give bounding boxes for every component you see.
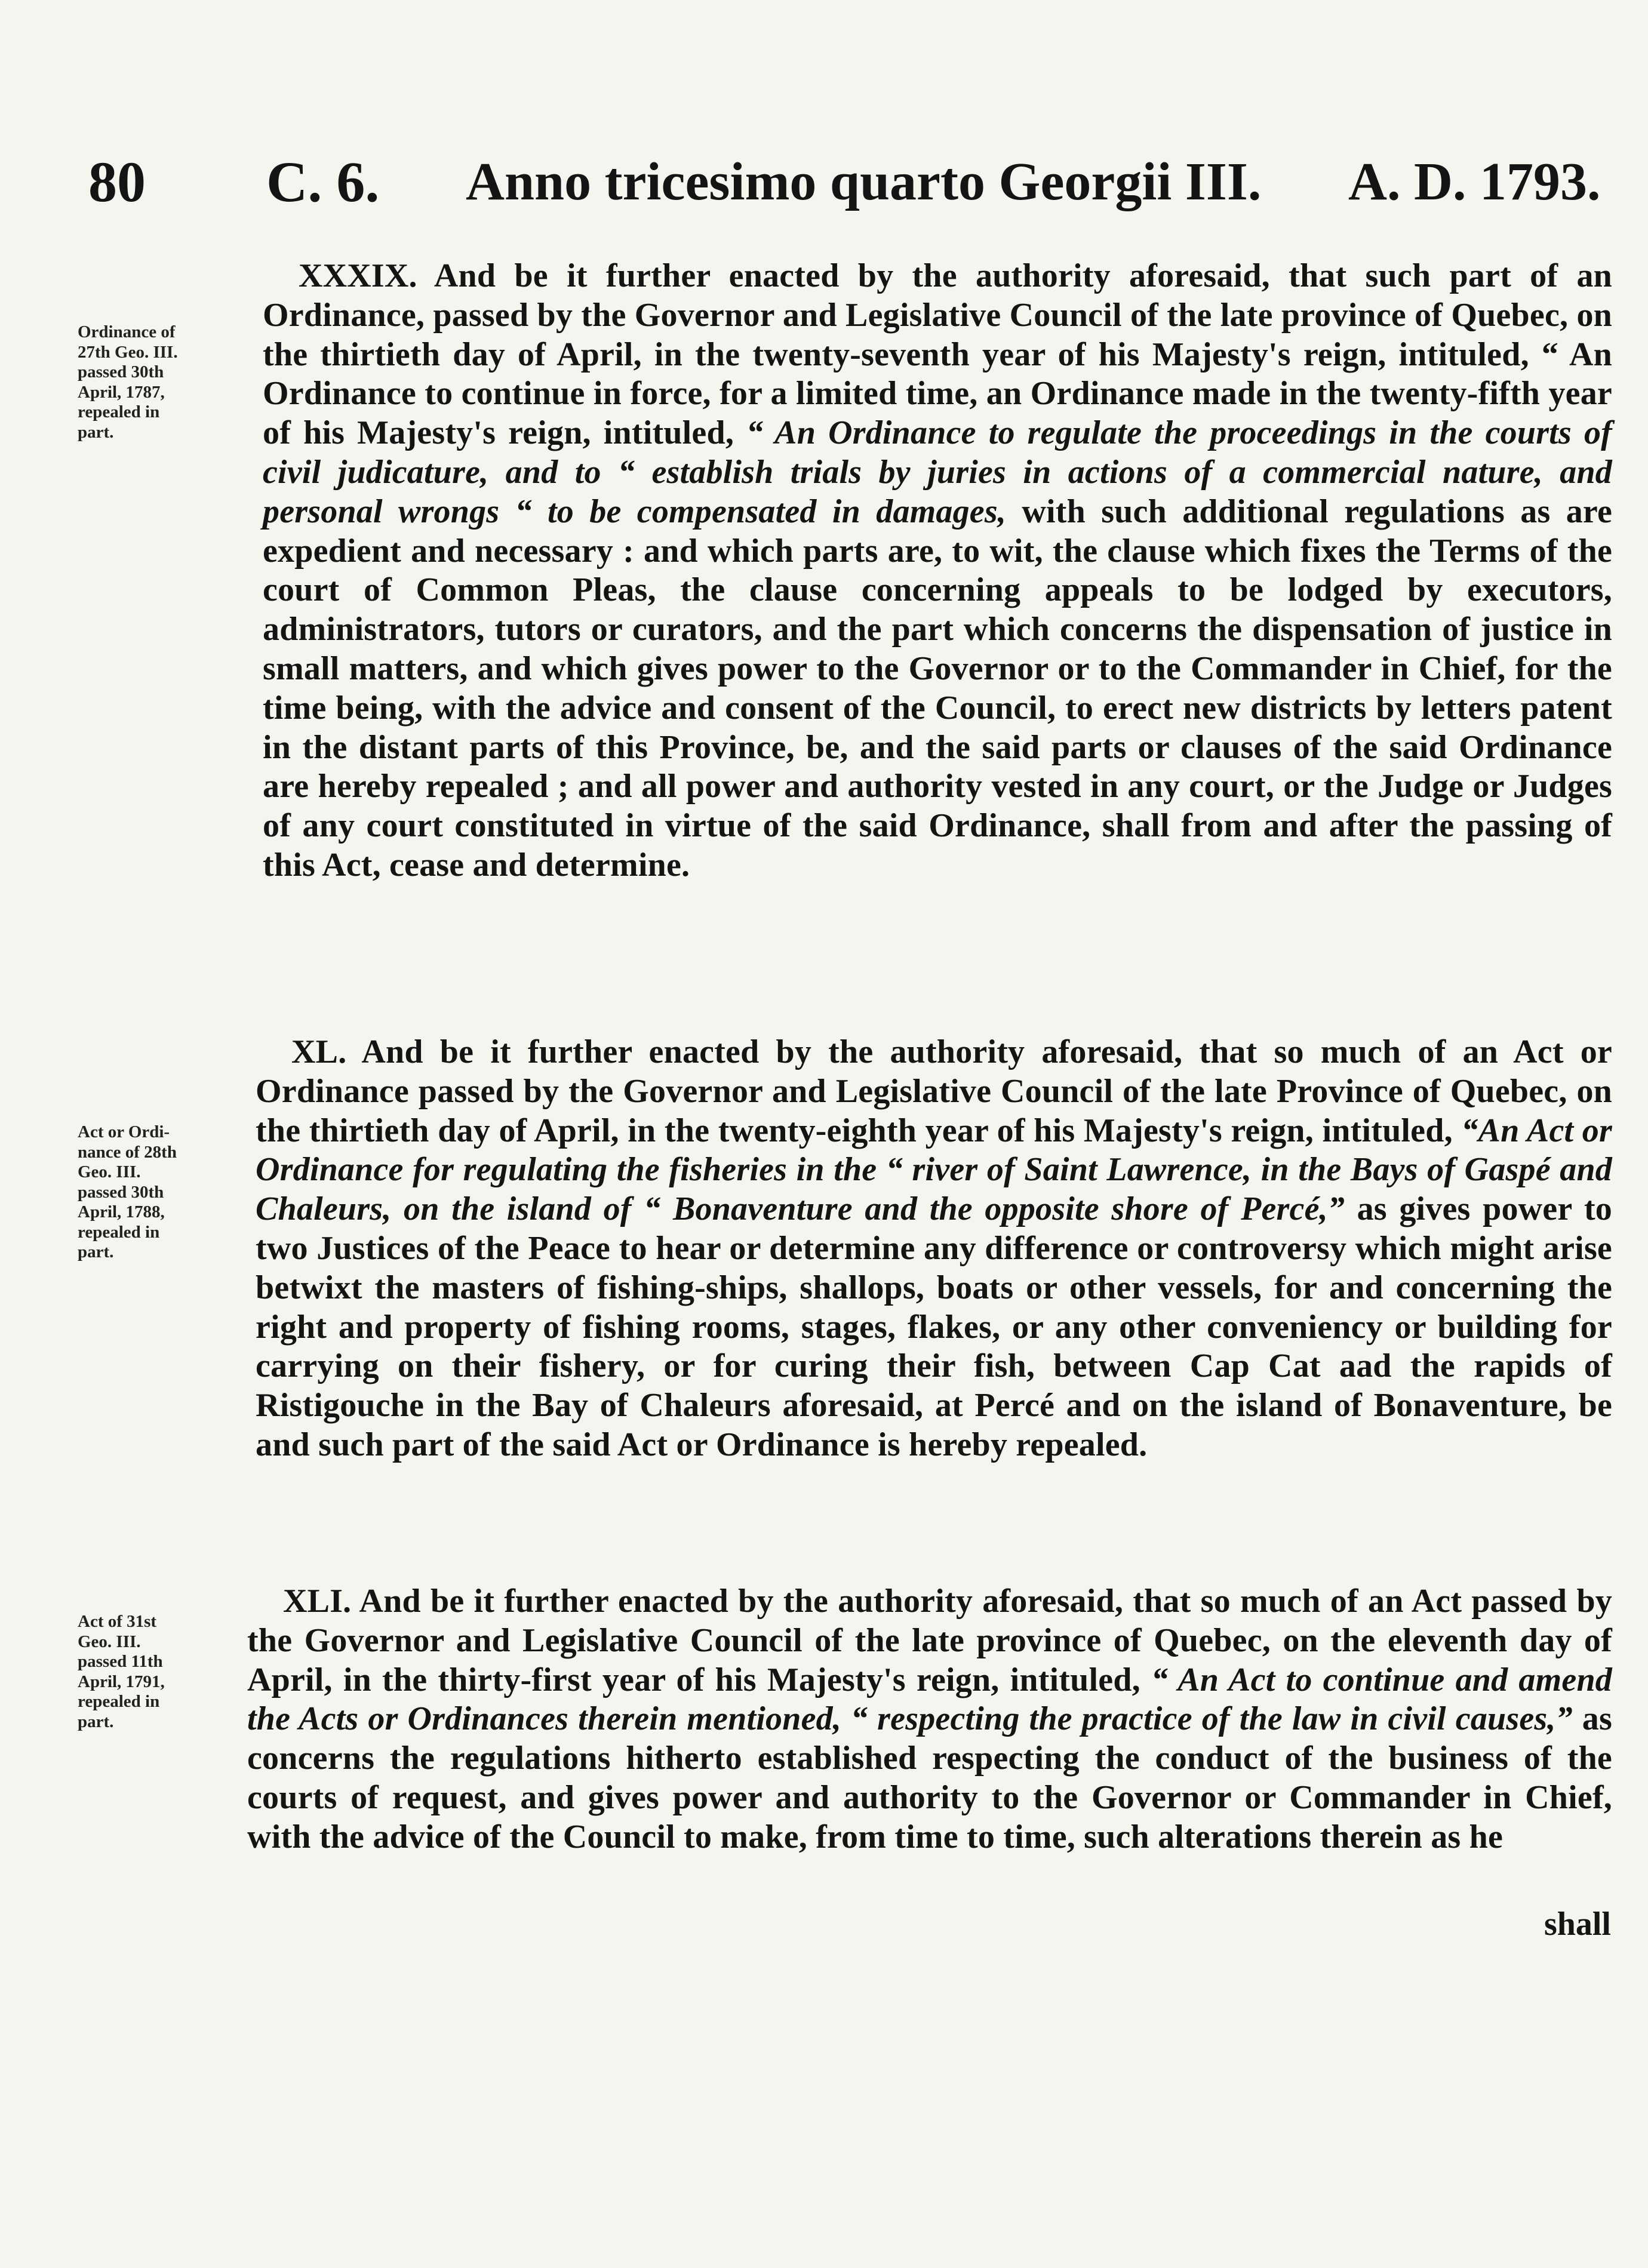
margin-note-line: Act or Ordi- xyxy=(78,1122,170,1141)
margin-note-line: part. xyxy=(78,1712,114,1731)
section-text: And be it further enacted by the authority aforesaid, that so much of an Act or Ordinance passed by the Governor and Legislative Council of the late Province of Quebec, on the thirtieth day of April, in the twenty-eighth year of his Majesty's reign, intituled, xyxy=(256,1033,1612,1149)
running-title: Anno tricesimo quarto Georgii III. xyxy=(466,152,1262,211)
section-text: And be it further enacted by the authority aforesaid, that such part of an Ordinance, passed by the Governor and Legislative Council of the late province of Quebec, on the thirtieth day of April, in the twenty-seventh year of his Majesty's reign, intituled, “ An Ordinance to continue in force, for a limited time, an Ordinance made in the twenty-fifth year of his Majesty's reign, intituled, xyxy=(263,257,1612,452)
margin-note-line: part. xyxy=(78,1242,114,1261)
margin-note-line: 27th Geo. III. xyxy=(78,342,178,362)
margin-note xyxy=(78,322,254,442)
chapter-number: C. 6. xyxy=(266,150,380,214)
margin-note-line: nance of 28th xyxy=(78,1142,177,1162)
cited-title: “ An Ordinance to regulate the proceedings in the courts of civil judicature, and to “ establish trials by juries in actions of a commercial nature, and personal wrongs “ to be compensated in damages, xyxy=(263,414,1612,530)
margin-note-line: Ordinance of xyxy=(78,322,176,341)
section-number: XXXIX. xyxy=(299,257,417,294)
margin-note-line: Geo. III. xyxy=(78,1632,141,1651)
margin-note-line: passed 11th xyxy=(78,1652,163,1671)
section-paragraph xyxy=(247,1582,1612,1857)
section-number: XLI. xyxy=(283,1583,352,1620)
margin-note-line: April, 1791, xyxy=(78,1672,165,1691)
section-text: And be it further enacted by the authority aforesaid, that so much of an Act passed by the Governor and Legislative Council of the late province of Quebec, on the eleventh day of April, in the thirty-first year of his Majesty's reign, intituled, xyxy=(247,1583,1612,1698)
section-paragraph xyxy=(263,257,1612,885)
margin-note-line: Geo. III. xyxy=(78,1162,141,1181)
section-text: as gives power to two Justices of the Peace to hear or determine any difference or controversy which might arise betwixt the masters of fishing-ships, shallops, boats or other vessels, for and concerning the right and property of fishing rooms, stages, flakes, or any other conveniency or building for carrying on their fishery, or for curing their fish, between Cap Cat aad the rapids of Ristigouche in the Bay of Chaleurs aforesaid, at Percé and on the island of Bonaventure, be and such part of the said Act or Ordinance is hereby repealed. xyxy=(256,1190,1612,1463)
margin-note xyxy=(78,1612,254,1732)
margin-note-line: part. xyxy=(78,422,114,442)
margin-note-line: repealed in xyxy=(78,1692,160,1711)
margin-note-line: April, 1787, xyxy=(78,382,165,402)
section-xli xyxy=(247,1582,1612,1857)
page-number: 80 xyxy=(88,150,146,214)
catchword: shall xyxy=(1544,1906,1611,1943)
section-text: as concerns the regulations hitherto established respecting the conduct of the business of the courts of request, and gives power and authority to the Governor or Commander in Chief, with the advice of the Council to make, from time to time, such alterations therein as he xyxy=(247,1700,1612,1855)
margin-note-line: repealed in xyxy=(78,402,160,421)
margin-note-line: repealed in xyxy=(78,1222,160,1242)
cited-title: “ An Act to continue and amend the Acts or Ordinances therein mentioned, “ respecting the practice of the law in civil causes,” xyxy=(247,1661,1612,1738)
section-paragraph xyxy=(256,1033,1612,1465)
margin-note-line: passed 30th xyxy=(78,362,164,381)
running-year: A. D. 1793. xyxy=(1348,152,1601,211)
margin-note-line: passed 30th xyxy=(78,1182,164,1202)
section-text: with such additional regulations as are expedient and necessary : and which parts are, to wit, the clause which fixes the Terms of the court of Common Pleas, the clause concerning appeals to be lodged by executors, administrators, tutors or curators, and the part which concerns the dispensation of justice in small matters, and which gives power to the Governor or to the Commander in Chief, for the time being, with the advice and consent of the Council, to erect new districts by letters patent in the distant parts of this Province, be, and the said parts or clauses of the said Ordinance are hereby repealed ; and all power and authority vested in any court, or the Judge or Judges of any court constituted in virtue of the said Ordinance, shall from and after the passing of this Act, cease and determine. xyxy=(263,493,1613,884)
section-xl xyxy=(256,1033,1612,1465)
section-xxxix xyxy=(263,257,1612,885)
section-number: XL. xyxy=(291,1033,347,1070)
margin-note-line: Act of 31st xyxy=(78,1612,157,1631)
cited-title: “An Act or Ordinance for regulating the fisheries in the “ river of Saint Lawrence, in the Bays of Gaspé and Chaleurs, on the island of “ Bonaventure and the opposite shore of Percé,” xyxy=(256,1112,1612,1228)
margin-note xyxy=(78,1122,254,1263)
margin-note-line: April, 1788, xyxy=(78,1202,165,1221)
